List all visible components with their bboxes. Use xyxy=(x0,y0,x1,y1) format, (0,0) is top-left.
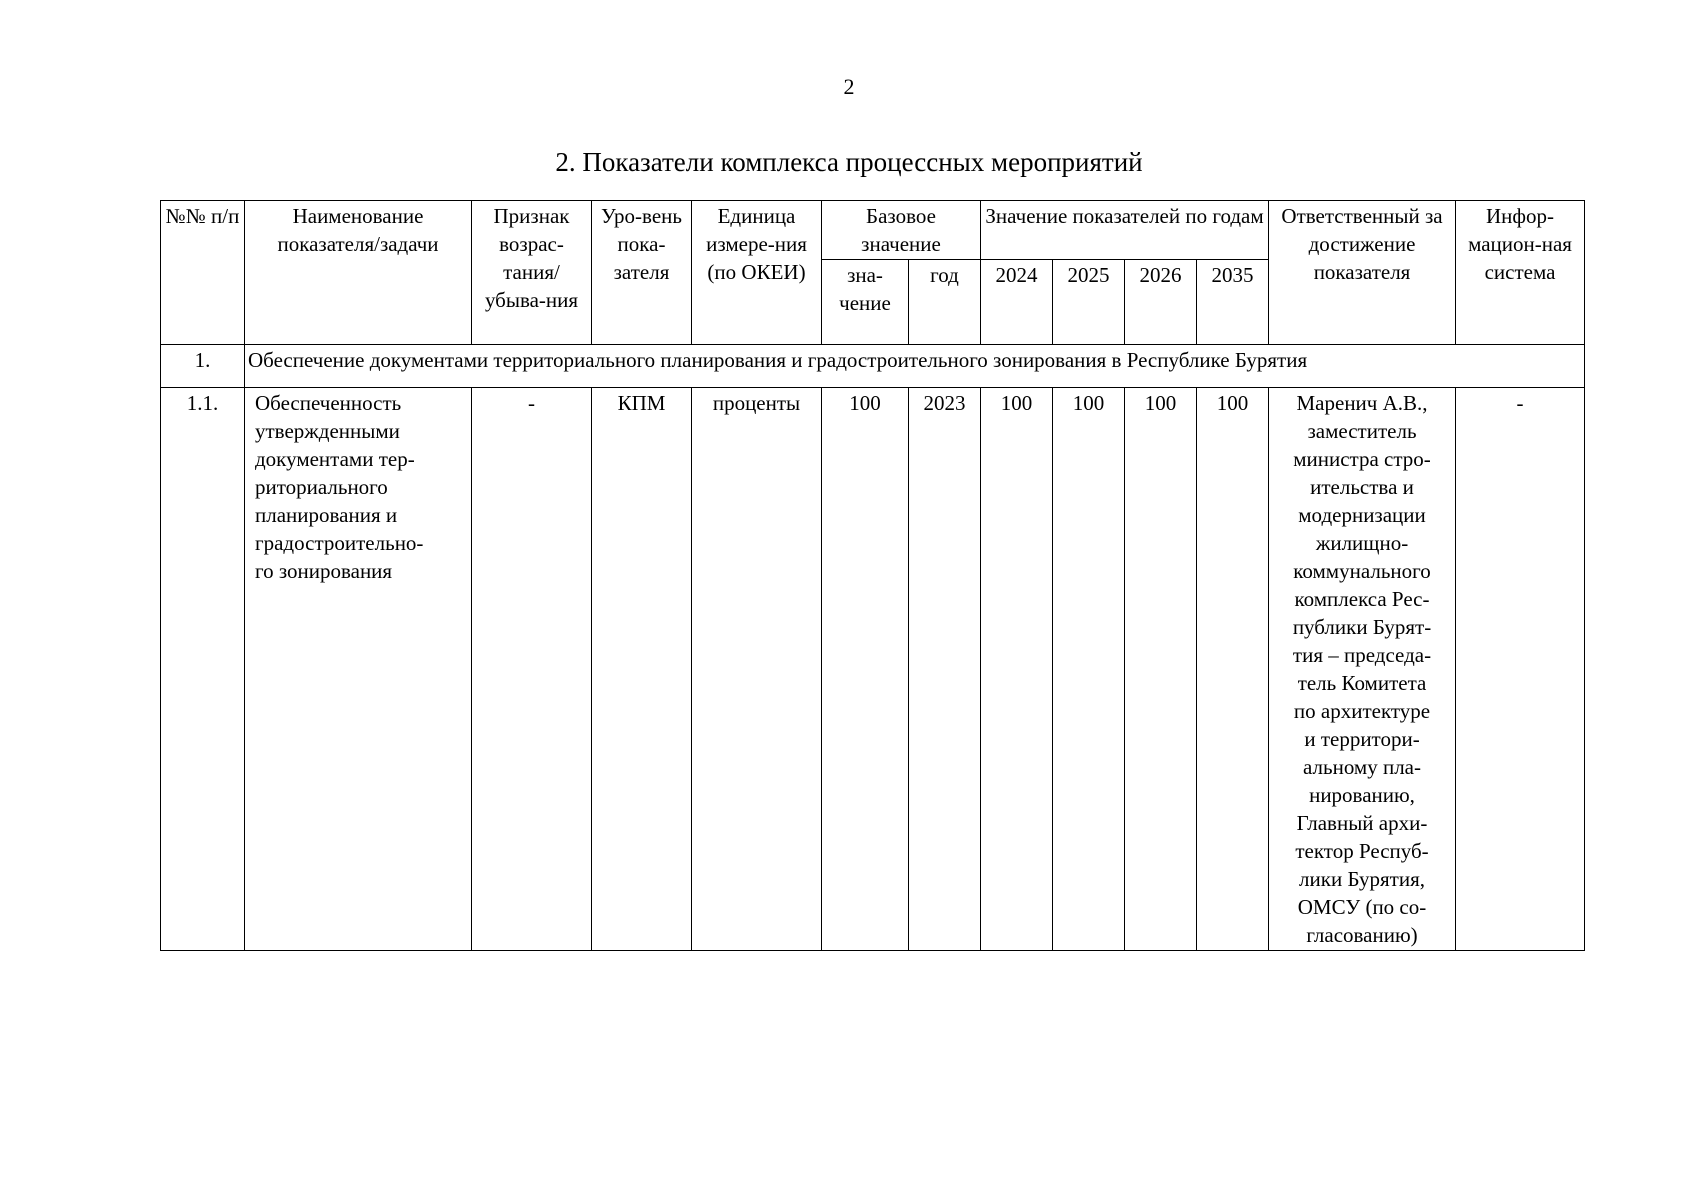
indicators-table xyxy=(160,200,1585,951)
header-year-2024: 2024 xyxy=(981,260,1053,345)
header-base-value: зна-чение xyxy=(822,260,909,345)
header-by-years: Значение показателей по годам xyxy=(981,201,1269,260)
header-base: Базовое значение xyxy=(822,201,981,260)
responsible-person: Маренич А.В., заместитель министра стро- ительства и модернизации жилищно- коммунального комплекса Рес- публики Бурят- тия – председа- тель Комитета по архитектуре и территори- альному пла- нированию, Главный архи- тектор Респуб- лики Бурятия, ОМСУ (по со- гласованию) xyxy=(1269,388,1456,951)
row-number: 1.1. xyxy=(161,388,245,951)
indicator-level: КПМ xyxy=(592,388,692,951)
indicator-sign: - xyxy=(472,388,592,951)
value-2035: 100 xyxy=(1197,388,1269,951)
table-row xyxy=(161,388,1585,951)
section-text: Обеспечение документами территориального планирования и градостроительного зонирования в Республике Бурятия xyxy=(245,345,1585,388)
header-name: Наименование показателя/задачи xyxy=(245,201,472,345)
value-2025: 100 xyxy=(1053,388,1125,951)
page-number: 2 xyxy=(843,74,855,99)
value-2024: 100 xyxy=(981,388,1053,951)
indicator-name: Обеспеченность утвержденными документами тер- риториального планирования и градостроительно- го зонирования xyxy=(245,388,472,951)
header-year-2035: 2035 xyxy=(1197,260,1269,345)
header-sign: Признак возрас-тания/ убыва-ния xyxy=(472,201,592,345)
header-year-2025: 2025 xyxy=(1053,260,1125,345)
value-2026: 100 xyxy=(1125,388,1197,951)
header-unit: Единица измере-ния (по ОКЕИ) xyxy=(692,201,822,345)
header-year-2026: 2026 xyxy=(1125,260,1197,345)
section-row xyxy=(161,345,1585,388)
section-title: 2. Показатели комплекса процессных мероприятий xyxy=(555,147,1143,177)
base-value: 100 xyxy=(822,388,909,951)
base-year: 2023 xyxy=(909,388,981,951)
header-info-system: Инфор-мацион-ная система xyxy=(1456,201,1585,345)
header-responsible: Ответственный за достижение показателя xyxy=(1269,201,1456,345)
section-number: 1. xyxy=(161,345,245,388)
header-num: №№ п/п xyxy=(161,201,245,345)
header-level: Уро-вень пока-зателя xyxy=(592,201,692,345)
indicator-unit: проценты xyxy=(692,388,822,951)
info-system-value: - xyxy=(1456,388,1585,951)
header-base-year: год xyxy=(909,260,981,345)
